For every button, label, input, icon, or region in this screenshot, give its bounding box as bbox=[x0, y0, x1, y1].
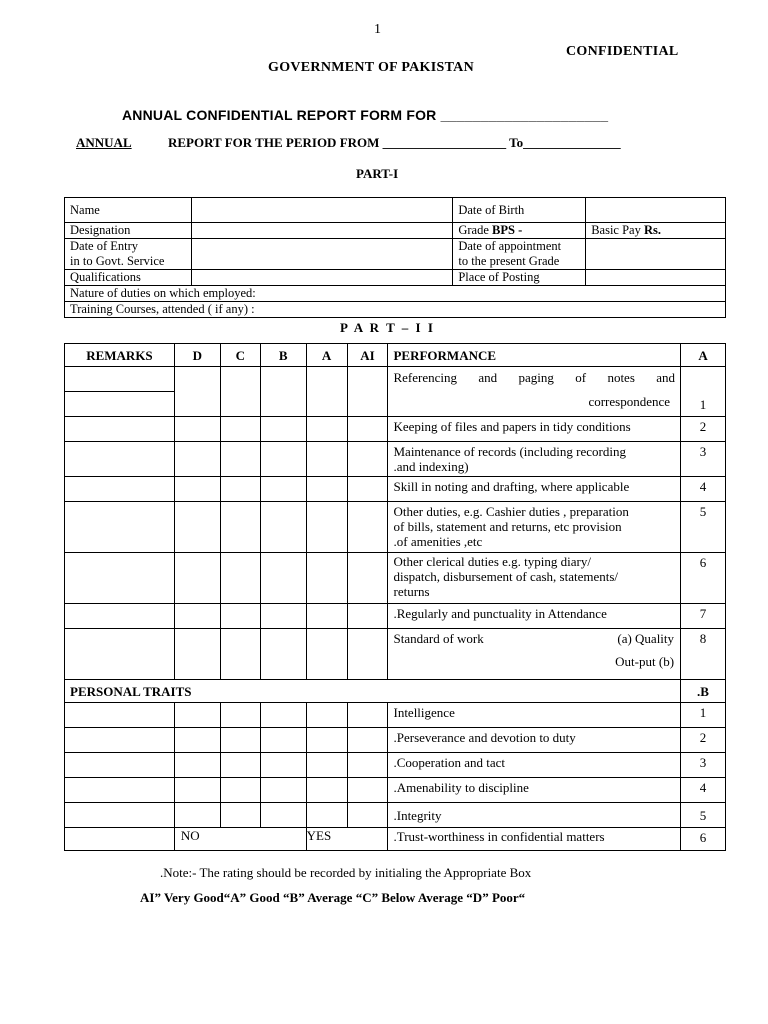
classification-label: CONFIDENTIAL bbox=[566, 44, 679, 59]
basic-pay-label: Basic Pay bbox=[591, 223, 644, 237]
remarks-cell[interactable] bbox=[65, 502, 175, 553]
rating-cell-d[interactable] bbox=[174, 778, 220, 803]
rating-cell-b[interactable] bbox=[260, 553, 306, 604]
rating-cell-ai[interactable] bbox=[347, 442, 388, 477]
rating-cell-a[interactable] bbox=[306, 803, 347, 828]
grade-label: Grade bbox=[458, 223, 493, 237]
grade-cell[interactable] bbox=[453, 223, 586, 239]
performance-item-2-number: 2 bbox=[681, 417, 726, 442]
remarks-cell[interactable] bbox=[65, 728, 175, 753]
performance-item-8-left: Standard of work bbox=[393, 631, 484, 646]
rating-cell-ai[interactable] bbox=[347, 367, 388, 417]
rating-cell-ai[interactable] bbox=[347, 778, 388, 803]
trait-item-6-number: 6 bbox=[681, 828, 726, 851]
performance-item-3 bbox=[388, 442, 681, 477]
form-title: ANNUAL CONFIDENTIAL REPORT FORM FOR _____________________ bbox=[122, 107, 609, 123]
date-of-appointment-field[interactable] bbox=[586, 239, 726, 270]
trait-item-3: .Cooperation and tact bbox=[388, 753, 681, 778]
part2-title: P A R T – I I bbox=[340, 320, 435, 335]
performance-item-5-line1: Other duties, e.g. Cashier duties , preparation bbox=[393, 504, 629, 519]
remarks-cell[interactable] bbox=[65, 417, 175, 442]
rating-legend: AI” Very Good“A” Good “B” Average “C” Below Average “D” Poor“ bbox=[140, 890, 526, 905]
qualifications-field[interactable] bbox=[191, 270, 452, 286]
performance-item-4: Skill in noting and drafting, where applicable bbox=[388, 477, 681, 502]
rating-cell-b[interactable] bbox=[260, 728, 306, 753]
performance-item-8-right2: Out-put (b) bbox=[615, 654, 675, 669]
performance-item-5-line2: of bills, statement and returns, etc provision bbox=[393, 519, 622, 534]
rating-cell-c[interactable] bbox=[220, 728, 260, 753]
annual-label: ANNUAL bbox=[76, 135, 132, 150]
rating-cell-c[interactable] bbox=[220, 502, 260, 553]
rating-cell-b[interactable] bbox=[260, 778, 306, 803]
performance-item-6-number: 6 bbox=[681, 553, 726, 604]
trait-item-1-number: 1 bbox=[681, 703, 726, 728]
performance-item-1-line1: Referencing and paging of notes and bbox=[393, 370, 676, 385]
rating-cell-d[interactable] bbox=[174, 728, 220, 753]
grade-ai-header: AI bbox=[347, 344, 388, 367]
rating-cell-a[interactable] bbox=[306, 442, 347, 477]
rating-cell-d[interactable] bbox=[174, 502, 220, 553]
performance-item-4-number: 4 bbox=[681, 477, 726, 502]
rating-cell-ai[interactable] bbox=[347, 753, 388, 778]
remarks-cell[interactable] bbox=[65, 629, 175, 680]
place-of-posting-field[interactable] bbox=[586, 270, 726, 286]
grade-c-header: C bbox=[220, 344, 260, 367]
rating-cell-ai[interactable] bbox=[347, 502, 388, 553]
rating-cell-d[interactable] bbox=[174, 417, 220, 442]
rating-cell-d[interactable] bbox=[174, 553, 220, 604]
rating-cell-ai[interactable] bbox=[347, 703, 388, 728]
rating-cell-d[interactable] bbox=[174, 803, 220, 828]
page-number: 1 bbox=[374, 22, 381, 37]
trait-item-4: .Amenability to discipline bbox=[388, 778, 681, 803]
rating-cell-b[interactable] bbox=[260, 803, 306, 828]
rating-cell-a[interactable] bbox=[306, 477, 347, 502]
name-field[interactable] bbox=[191, 198, 452, 223]
performance-item-3-line2: .and indexing) bbox=[393, 459, 469, 474]
performance-item-5-line3: .of amenities ,etc bbox=[393, 534, 483, 549]
rating-cell-d[interactable] bbox=[174, 604, 220, 629]
rating-cell-b[interactable] bbox=[260, 442, 306, 477]
date-of-appointment-line2: to the present Grade bbox=[458, 254, 560, 268]
performance-item-8-right1: (a) Quality bbox=[617, 631, 675, 646]
training-courses-field[interactable]: Training Courses, attended ( if any) : bbox=[65, 302, 726, 318]
rating-cell-b[interactable] bbox=[260, 367, 306, 417]
performance-item-2: Keeping of files and papers in tidy conditions bbox=[388, 417, 681, 442]
part1-title: PART-I bbox=[356, 166, 399, 181]
performance-item-6 bbox=[388, 553, 681, 604]
government-heading: GOVERNMENT OF PAKISTAN bbox=[268, 60, 474, 75]
performance-header: PERFORMANCE bbox=[388, 344, 681, 367]
date-of-entry-label bbox=[65, 239, 192, 270]
date-of-entry-line1: Date of Entry bbox=[70, 239, 139, 253]
place-of-posting-label: Place of Posting bbox=[453, 270, 586, 286]
rating-cell-c[interactable] bbox=[220, 753, 260, 778]
rating-cell-d[interactable] bbox=[174, 367, 220, 417]
personal-traits-heading: PERSONAL TRAITS bbox=[65, 680, 681, 703]
name-label: Name bbox=[65, 198, 192, 223]
performance-item-8 bbox=[388, 629, 681, 680]
trait-item-4-number: 4 bbox=[681, 778, 726, 803]
rating-cell-ai[interactable] bbox=[347, 477, 388, 502]
performance-item-6-line2: dispatch, disbursement of cash, statements/ bbox=[393, 569, 619, 584]
rating-cell-a[interactable] bbox=[306, 502, 347, 553]
grade-a-header: A bbox=[306, 344, 347, 367]
performance-item-6-line3: returns bbox=[393, 584, 430, 599]
qualifications-label: Qualifications bbox=[65, 270, 192, 286]
remarks-cell[interactable] bbox=[65, 803, 175, 828]
date-of-appointment-line1: Date of appointment bbox=[458, 239, 562, 253]
trait-item-6: .Trust-worthiness in confidential matters bbox=[388, 828, 681, 851]
performance-item-3-number: 3 bbox=[681, 442, 726, 477]
rating-cell-ai[interactable] bbox=[347, 604, 388, 629]
rs-label: Rs. bbox=[643, 223, 662, 237]
trait-item-5-number: 5 bbox=[681, 803, 726, 828]
rating-cell-a[interactable] bbox=[306, 367, 347, 417]
date-of-entry-line2: in to Govt. Service bbox=[70, 254, 165, 268]
rating-cell-c[interactable] bbox=[220, 604, 260, 629]
rating-cell-c[interactable] bbox=[220, 778, 260, 803]
rating-cell-d[interactable] bbox=[174, 753, 220, 778]
remarks-cell[interactable] bbox=[65, 753, 175, 778]
remarks-cell[interactable] bbox=[65, 703, 175, 728]
rating-cell-b[interactable] bbox=[260, 604, 306, 629]
rating-cell-c[interactable] bbox=[220, 442, 260, 477]
remarks-cell[interactable] bbox=[65, 367, 175, 392]
trait-item-3-number: 3 bbox=[681, 753, 726, 778]
rating-cell-d[interactable] bbox=[174, 703, 220, 728]
performance-item-6-line1: Other clerical duties e.g. typing diary/ bbox=[393, 554, 591, 569]
remarks-cell[interactable] bbox=[65, 778, 175, 803]
trait-item-2-number: 2 bbox=[681, 728, 726, 753]
yes-option[interactable]: YES bbox=[306, 828, 388, 851]
rating-cell-b[interactable] bbox=[260, 629, 306, 680]
dob-label: Date of Birth bbox=[453, 198, 586, 223]
performance-item-7: .Regularly and punctuality in Attendance bbox=[388, 604, 681, 629]
rating-cell-b[interactable] bbox=[260, 753, 306, 778]
performance-item-8-number: 8 bbox=[681, 629, 726, 680]
grade-b-header: B bbox=[260, 344, 306, 367]
rating-cell-c[interactable] bbox=[220, 629, 260, 680]
remarks-cell[interactable] bbox=[65, 442, 175, 477]
remarks-cell[interactable] bbox=[65, 477, 175, 502]
part1-table bbox=[64, 197, 726, 318]
performance-item-1 bbox=[388, 367, 681, 417]
remarks-cell[interactable] bbox=[65, 553, 175, 604]
rating-cell-ai[interactable] bbox=[347, 728, 388, 753]
rating-cell-c[interactable] bbox=[220, 367, 260, 417]
rating-cell-a[interactable] bbox=[306, 417, 347, 442]
remarks-cell[interactable] bbox=[65, 828, 175, 851]
rating-cell-c[interactable] bbox=[220, 553, 260, 604]
rating-cell-a[interactable] bbox=[306, 728, 347, 753]
rating-cell-a[interactable] bbox=[306, 778, 347, 803]
rating-cell-a[interactable] bbox=[306, 604, 347, 629]
trait-item-1: Intelligence bbox=[388, 703, 681, 728]
performance-item-5 bbox=[388, 502, 681, 553]
dob-field[interactable] bbox=[586, 198, 726, 223]
rating-cell-ai[interactable] bbox=[347, 553, 388, 604]
remarks-cell[interactable] bbox=[65, 392, 175, 417]
rating-cell-a[interactable] bbox=[306, 703, 347, 728]
rating-cell-a[interactable] bbox=[306, 629, 347, 680]
performance-item-5-number: 5 bbox=[681, 502, 726, 553]
performance-item-1-number: 1 bbox=[681, 367, 726, 417]
rating-cell-d[interactable] bbox=[174, 477, 220, 502]
rating-cell-c[interactable] bbox=[220, 703, 260, 728]
remarks-cell[interactable] bbox=[65, 604, 175, 629]
trait-item-5: .Integrity bbox=[388, 803, 681, 828]
designation-label: Designation bbox=[65, 223, 192, 239]
date-of-appointment-label bbox=[453, 239, 586, 270]
report-period: REPORT FOR THE PERIOD FROM ___________________ To_______________ bbox=[168, 135, 621, 150]
designation-field[interactable] bbox=[191, 223, 452, 239]
remarks-header: REMARKS bbox=[65, 344, 175, 367]
performance-item-7-number: 7 bbox=[681, 604, 726, 629]
rating-cell-c[interactable] bbox=[220, 417, 260, 442]
part2-table bbox=[64, 343, 726, 851]
nature-of-duties-field[interactable]: Nature of duties on which employed: bbox=[65, 286, 726, 302]
rating-cell-a[interactable] bbox=[306, 753, 347, 778]
rating-cell-ai[interactable] bbox=[347, 803, 388, 828]
rating-note: .Note:- The rating should be recorded by initialing the Appropriate Box bbox=[160, 865, 532, 880]
performance-item-1-line2: correspondence bbox=[588, 394, 671, 409]
rating-cell-b[interactable] bbox=[260, 502, 306, 553]
rating-cell-c[interactable] bbox=[220, 477, 260, 502]
rating-cell-ai[interactable] bbox=[347, 629, 388, 680]
basic-pay-cell[interactable] bbox=[586, 223, 726, 239]
rating-cell-ai[interactable] bbox=[347, 417, 388, 442]
grade-d-header: D bbox=[174, 344, 220, 367]
rating-cell-d[interactable] bbox=[174, 442, 220, 477]
rating-cell-c[interactable] bbox=[220, 803, 260, 828]
rating-cell-d[interactable] bbox=[174, 629, 220, 680]
no-option[interactable]: NO bbox=[174, 828, 306, 851]
section-b-label: .B bbox=[681, 680, 726, 703]
section-a-label: A bbox=[681, 344, 726, 367]
rating-cell-a[interactable] bbox=[306, 553, 347, 604]
rating-cell-b[interactable] bbox=[260, 477, 306, 502]
rating-cell-b[interactable] bbox=[260, 417, 306, 442]
date-of-entry-field[interactable] bbox=[191, 239, 452, 270]
performance-item-3-line1: Maintenance of records (including recording bbox=[393, 444, 626, 459]
trait-item-2: .Perseverance and devotion to duty bbox=[388, 728, 681, 753]
rating-cell-b[interactable] bbox=[260, 703, 306, 728]
bps-label: BPS - bbox=[492, 223, 523, 237]
